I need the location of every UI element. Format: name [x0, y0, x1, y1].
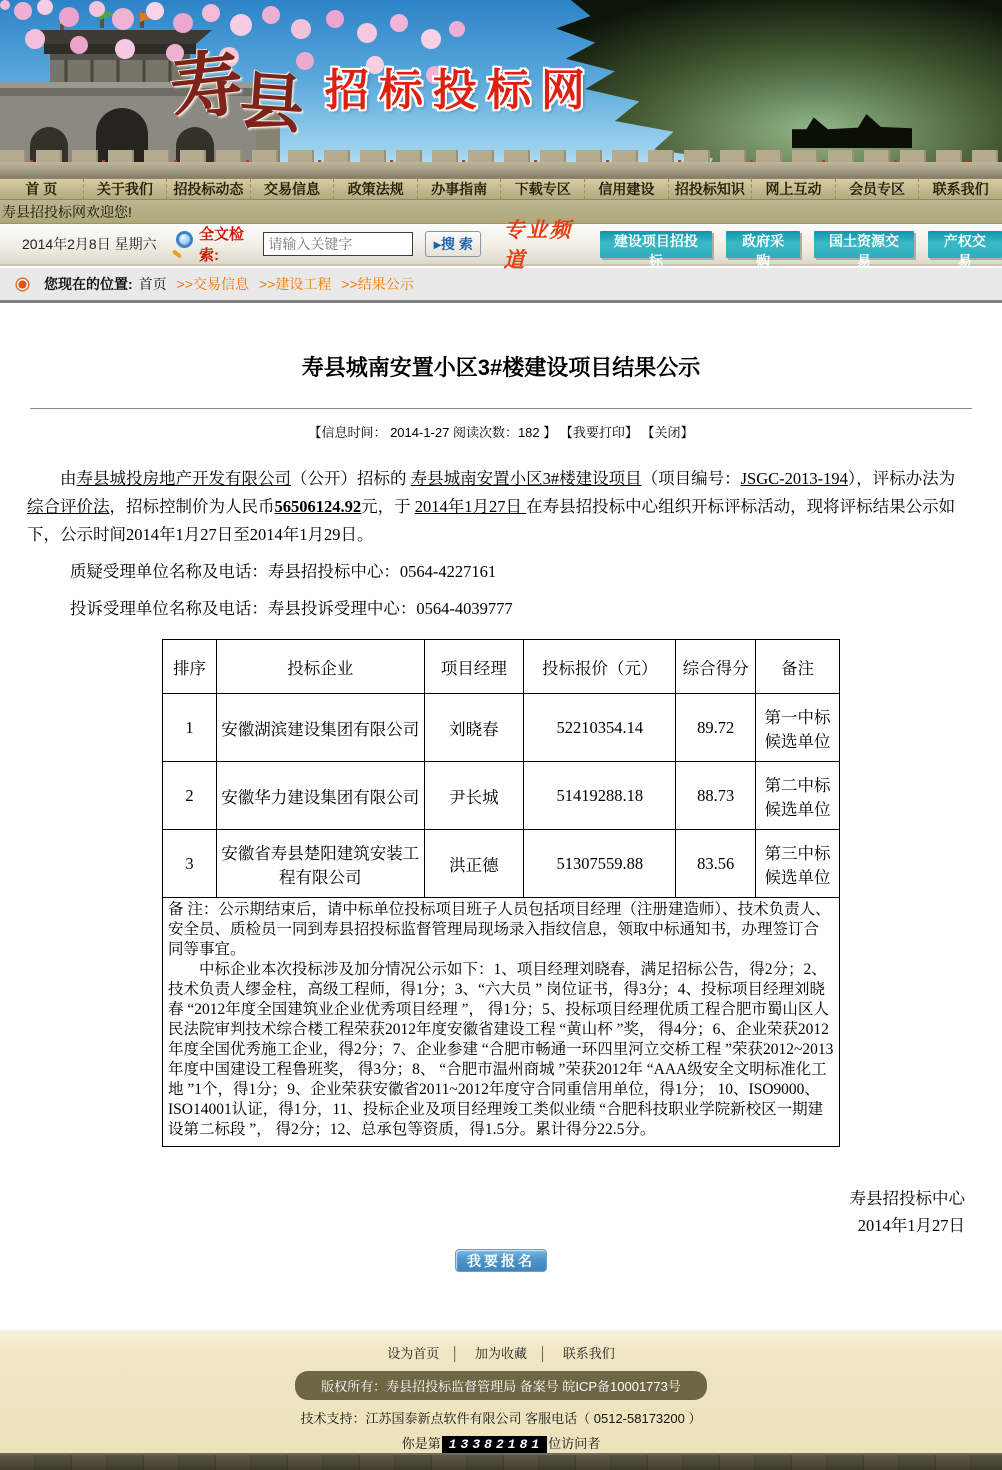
cell-bid-price: 51419288.18 — [524, 762, 676, 830]
table-row — [163, 694, 840, 762]
cell-bid-price: 51307559.88 — [524, 830, 676, 898]
table-header-row — [163, 640, 840, 694]
breadcrumb-trade-info-link[interactable]: >>交易信息 — [176, 276, 250, 292]
welcome-text: 寿县招投标网欢迎您! — [2, 203, 132, 220]
bid-result-table — [162, 639, 840, 898]
complaint-contact-line: 投诉受理单位名称及电话：寿县投诉受理中心：0564-4039777 — [69, 599, 513, 618]
nav-item-downloads[interactable]: 下载专区 — [501, 179, 585, 199]
header-note: 备注 — [756, 640, 840, 694]
channel-property-rights-button[interactable]: 产权交易 — [928, 231, 1002, 258]
search-label: 全文检索: — [199, 226, 245, 264]
cell-project-manager: 洪正德 — [424, 830, 524, 898]
signature-date: 2014年1月27日 — [857, 1216, 965, 1235]
title-divider — [30, 408, 972, 409]
remark-paragraph-2: 中标企业本次投标涉及加分情况公示如下：1、项目经理刘晓春，满足招标公告，得2分；2、技术负责人缪金柱，高级工程师，得1分；3、“六大员 ” 岗位证书，得3分；4、投标项目经理刘晓春 “2012年度全国建筑业企业优秀项目经理 ”， 得1分；5、投标项目经理优质工程合肥市蜀山区人民法院审判技术综合楼工程荣获2012年度安徽省建设工程 “黄山杯 ”奖， 得4分；6、企业荣获2012年度全国优秀施工企业，得2分；7、企业参建 “合肥市畅通一环四里河立交桥工程 ”荣获2012~2013年度中国建设工程鲁班奖， 得3分；8、 “合肥市温州商城 ”荣获2012年 “AAA级安全文明标准化工地 ”1个，得1分；9、企业荣获安徽省2011~2012年度守合同重信用单位，得1分； 10、ISO9000、ISO14001认证，得1分，11、投标企业及项目经理竣工类似业绩 “合肥科技职业学院新校区一期建设第二标段 ”， 得2分；12、总承包等资质，得1.5分。累计得分22.5分。 — [168, 961, 834, 1138]
nav-item-about[interactable]: 关于我们 — [84, 179, 168, 199]
header-bid-price: 投标报价（元） — [524, 640, 676, 694]
breadcrumb-result-link[interactable]: >>结果公示 — [341, 276, 414, 292]
signature-block — [0, 1185, 965, 1239]
table-row — [163, 830, 840, 898]
visitor-count: 13382181 — [442, 1436, 547, 1453]
cell-bidder: 安徽湖滨建设集团有限公司 — [216, 694, 424, 762]
nav-item-home[interactable]: 首 页 — [0, 179, 84, 199]
cell-rank: 1 — [163, 694, 217, 762]
header-score: 综合得分 — [676, 640, 756, 694]
bullseye-icon — [15, 277, 30, 292]
table-row — [163, 762, 840, 830]
banner-wall-decoration — [0, 150, 1002, 178]
objection-contact-line: 质疑受理单位名称及电话：寿县招投标中心：0564-4227161 — [69, 562, 497, 581]
nav-item-credit[interactable]: 信用建设 — [585, 179, 669, 199]
search-icon — [170, 231, 193, 257]
breadcrumb-prefix: 您现在的位置: — [44, 276, 133, 292]
visitor-counter — [0, 1433, 1002, 1453]
set-homepage-link[interactable]: 设为首页 — [387, 1346, 440, 1361]
footer-links: 设为首页 │ 加为收藏 │ 联系我们 — [0, 1330, 1002, 1362]
welcome-marquee — [0, 200, 1002, 224]
cell-note: 第二中标候选单位 — [756, 762, 840, 830]
nav-item-policy[interactable]: 政策法规 — [334, 179, 418, 199]
nav-item-bid-news[interactable]: 招投标动态 — [167, 179, 251, 199]
site-logo-text: 招标投标网 — [324, 66, 595, 115]
intro-paragraph: 由寿县城投房地产开发有限公司（公开）招标的 寿县城南安置小区3#楼建设项目（项目编号：JSGC-2013-194），评标办法为 综合评价法，招标控制价为人民币56506124.92元，于 2014年1月27日 在寿县招投标中心组织开标评标活动，现将评标结果公示如下，公示时间2014年1月27日至2014年1月29日。 — [27, 469, 956, 544]
cell-bid-price: 52210354.14 — [524, 694, 676, 762]
cell-bidder: 安徽华力建设集团有限公司 — [216, 762, 424, 830]
header-bidder: 投标企业 — [216, 640, 424, 694]
close-button[interactable]: 【关闭】 — [641, 425, 694, 440]
tech-support-line: 技术支持：江苏国泰新点软件有限公司 客服电话（ 0512-58173200 ） — [300, 1411, 702, 1426]
article-meta — [0, 422, 1002, 441]
info-time-readcount: 【信息时间： 2014-1-27 阅读次数：182 】 — [308, 425, 557, 440]
nav-item-contact[interactable]: 联系我们 — [932, 181, 989, 197]
channel-construction-bidding-button[interactable]: 建设项目招投标 — [600, 231, 712, 258]
site-logo — [166, 28, 595, 144]
breadcrumb-home-link[interactable]: 首页 — [138, 276, 167, 292]
cherry-blossoms-decoration — [0, 0, 10, 10]
page-title: 寿县城南安置小区3#楼建设项目结果公示 — [301, 355, 701, 380]
visitor-suffix: 位访问者 — [548, 1436, 601, 1451]
header-project-manager: 项目经理 — [424, 640, 524, 694]
breadcrumb — [0, 268, 1002, 300]
nav-item-knowledge[interactable]: 招投标知识 — [669, 179, 753, 199]
copyright-notice: 版权所有：寿县招投标监督管理局 备案号 皖ICP备10001773号 — [295, 1371, 707, 1400]
search-button[interactable]: ▸搜 索 — [425, 231, 481, 257]
article-content — [0, 303, 1002, 1330]
main-nav — [0, 178, 1002, 200]
cell-bidder: 安徽省寿县楚阳建筑安装工程有限公司 — [216, 830, 424, 898]
current-date: 2014年2月8日 星期六 — [22, 236, 157, 252]
cell-score: 83.56 — [676, 830, 756, 898]
header-rank: 排序 — [163, 640, 217, 694]
search-input[interactable] — [263, 232, 413, 256]
signature-org: 寿县招投标中心 — [849, 1189, 965, 1208]
apply-button[interactable]: 我要报名 — [455, 1249, 547, 1272]
cell-note: 第一中标候选单位 — [756, 694, 840, 762]
breadcrumb-construction-link[interactable]: >>建设工程 — [259, 276, 332, 292]
channel-label: 专业频道 — [503, 217, 573, 272]
apply-button-row — [0, 1249, 1002, 1272]
search-toolbar — [0, 217, 1002, 272]
article-body — [27, 465, 975, 623]
cell-project-manager: 尹长城 — [424, 762, 524, 830]
contact-us-link[interactable]: 联系我们 — [562, 1346, 615, 1361]
remark-paragraph-1: 备 注：公示期结束后，请中标单位投标项目班子人员包括项目经理（注册建造师）、技术负责人、安全员、质检员一同到寿县招投标监督管理局现场录入指纹信息，领取中标通知书，办理签订合同等事宜。 — [168, 901, 831, 958]
channel-land-resources-button[interactable]: 国土资源交易 — [814, 231, 913, 258]
footer — [0, 1330, 1002, 1453]
cell-rank: 2 — [163, 762, 217, 830]
nav-item-trade-info[interactable]: 交易信息 — [251, 179, 335, 199]
add-favorite-link[interactable]: 加为收藏 — [474, 1346, 527, 1361]
site-logo-calligraphy: 寿 — [166, 39, 247, 132]
site-logo-calligraphy: 县 — [237, 63, 307, 144]
cell-score: 89.72 — [676, 694, 756, 762]
nav-item-interaction[interactable]: 网上互动 — [752, 179, 836, 199]
site-banner — [0, 0, 1002, 178]
cell-project-manager: 刘晓春 — [424, 694, 524, 762]
print-button[interactable]: 【我要打印】 — [559, 425, 638, 440]
cell-score: 88.73 — [676, 762, 756, 830]
nav-item-members[interactable]: 会员专区 — [836, 179, 920, 199]
channel-gov-procurement-button[interactable]: 政府采购 — [726, 231, 800, 258]
cell-note: 第三中标候选单位 — [756, 830, 840, 898]
nav-item-guide[interactable]: 办事指南 — [418, 179, 502, 199]
remark-box — [162, 898, 840, 1147]
cell-rank: 3 — [163, 830, 217, 898]
stone-wall-decoration — [0, 1453, 1002, 1470]
visitor-prefix: 你是第 — [401, 1436, 441, 1451]
